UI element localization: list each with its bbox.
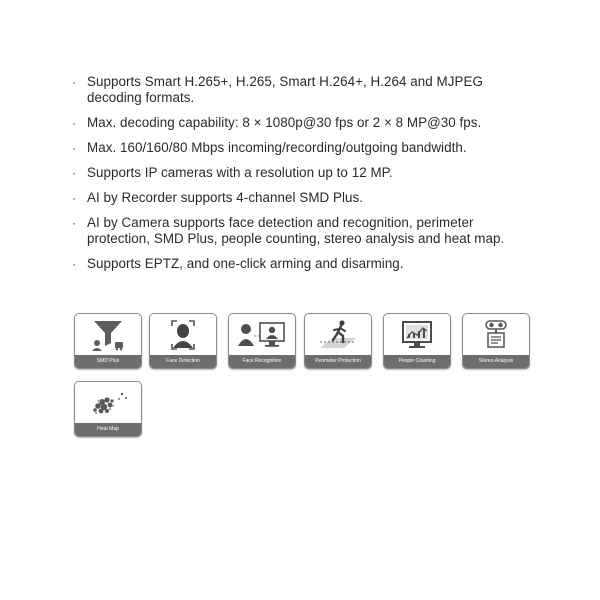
badge-label: Face Detection — [150, 355, 216, 368]
feature-item — [70, 115, 540, 131]
smd-plus-icon — [75, 316, 141, 353]
feature-text: Supports IP cameras with a resolution up to 12 MP. — [87, 165, 393, 180]
feature-item — [70, 256, 540, 272]
bullet-icon: · — [72, 116, 77, 130]
face-detection-icon — [150, 316, 216, 353]
heat-map-icon — [75, 384, 141, 421]
badge-label: SMD Plus — [75, 355, 141, 368]
bullet-icon: · — [72, 75, 77, 89]
feature-item — [70, 165, 540, 181]
feature-item — [70, 74, 540, 106]
bullet-icon: · — [72, 191, 77, 205]
feature-list — [70, 74, 540, 281]
face-detection-badge — [149, 313, 217, 369]
face-recognition-badge — [228, 313, 296, 369]
feature-text: Max. 160/160/80 Mbps incoming/recording/outgoing bandwidth. — [87, 140, 467, 155]
feature-text: Supports Smart H.265+, H.265, Smart H.264+, H.264 and MJPEG decoding formats. — [87, 74, 483, 105]
feature-text: Supports EPTZ, and one-click arming and disarming. — [87, 256, 404, 271]
stereo-analysis-icon — [463, 316, 529, 353]
bullet-icon: · — [72, 166, 77, 180]
bullet-icon: · — [72, 257, 77, 271]
people-counting-badge — [383, 313, 451, 369]
smd-plus-badge — [74, 313, 142, 369]
feature-item — [70, 215, 540, 247]
perimeter-protection-badge — [304, 313, 372, 369]
bullet-icon: · — [72, 216, 77, 230]
badge-label: Face Recognition — [229, 355, 295, 368]
badge-label: Heat Map — [75, 423, 141, 436]
feature-text: AI by Recorder supports 4-channel SMD Plus. — [87, 190, 364, 205]
bullet-icon: · — [72, 141, 77, 155]
badge-label: People Counting — [384, 355, 450, 368]
feature-text: Max. decoding capability: 8 × 1080p@30 fps or 2 × 8 MP@30 fps. — [87, 115, 482, 130]
perimeter-protection-icon — [305, 316, 371, 353]
people-counting-icon — [384, 316, 450, 353]
face-recognition-icon — [229, 316, 295, 353]
badge-label: Perimeter Protection — [305, 355, 371, 368]
badge-label: Stereo Analysis — [463, 355, 529, 368]
feature-item — [70, 190, 540, 206]
feature-text: AI by Camera supports face detection and recognition, perimeter protection, SMD Plus, people counting, stereo analysis and heat map. — [87, 215, 505, 246]
feature-item — [70, 140, 540, 156]
heat-map-badge — [74, 381, 142, 437]
stereo-analysis-badge — [462, 313, 530, 369]
